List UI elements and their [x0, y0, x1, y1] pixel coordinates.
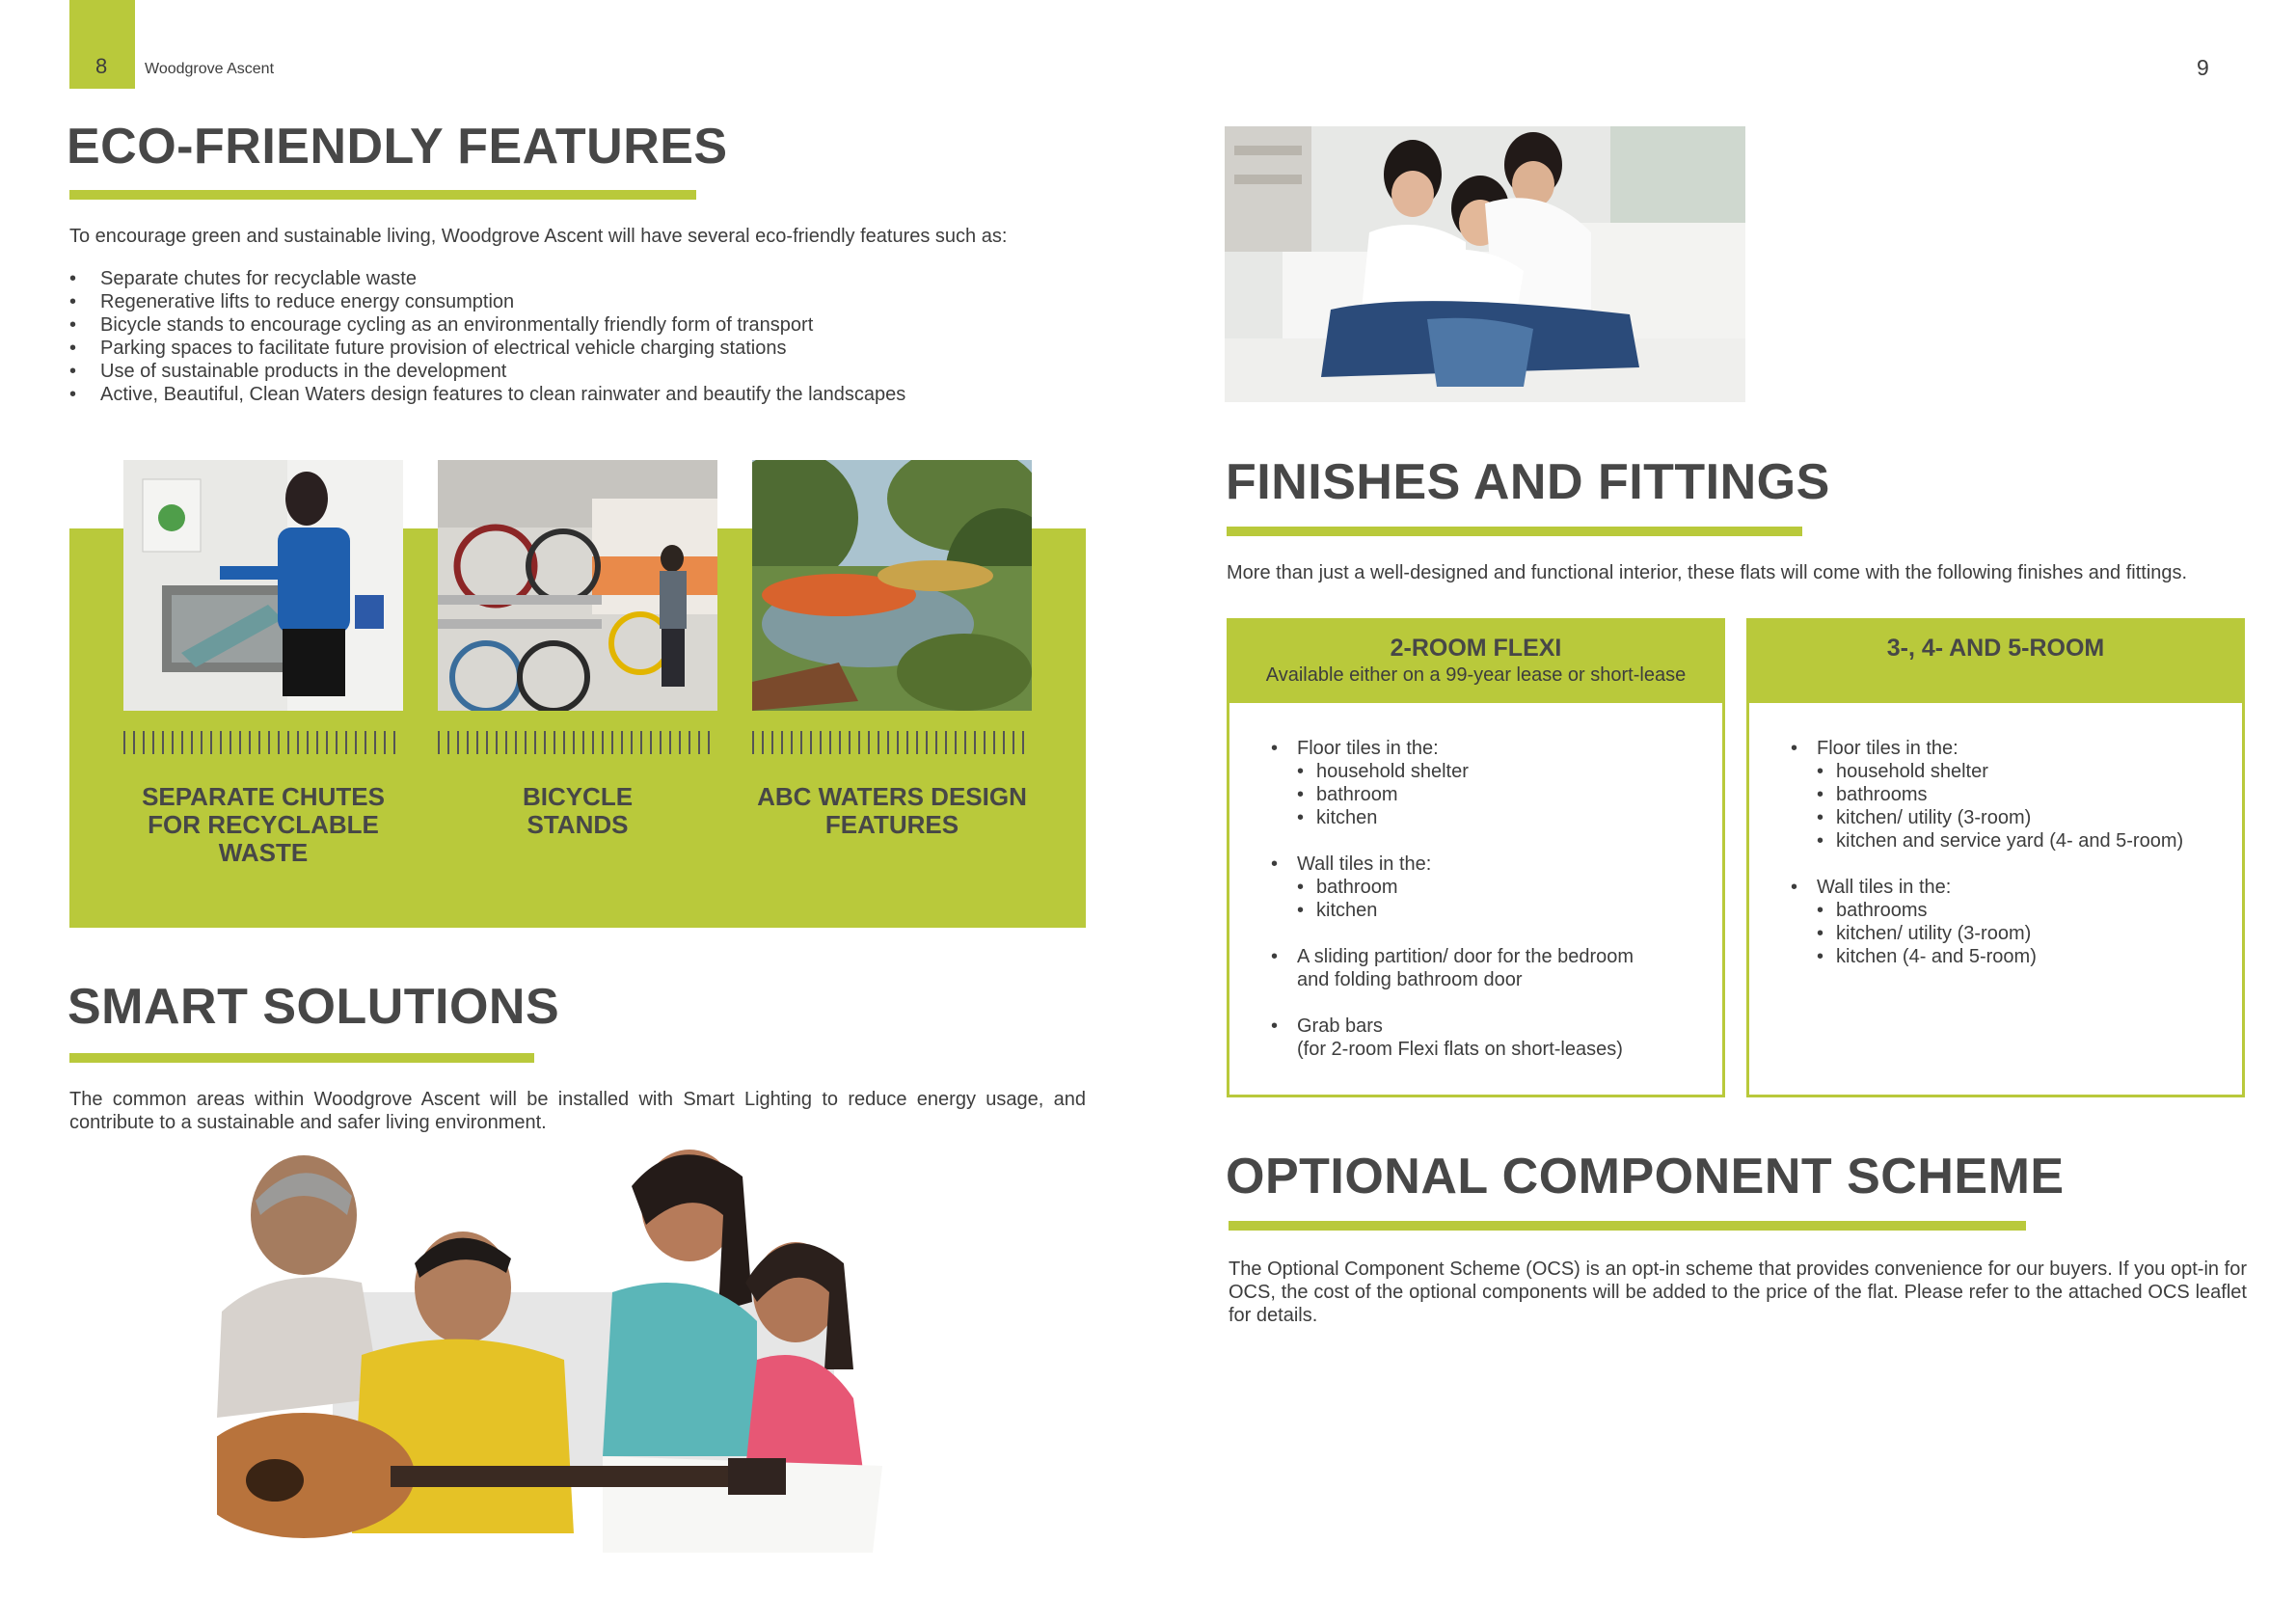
feature-caption-recycling: SEPARATE CHUTES FOR RECYCLABLE WASTE [142, 782, 385, 867]
list-item: • Regenerative lifts to reduce energy consumption [69, 290, 1092, 313]
recycling-chute-photo [123, 460, 403, 711]
feature-caption-bicycle: BICYCLE STANDS [522, 782, 634, 839]
two-room-flexi-box [1227, 618, 1725, 1097]
list-item: • Floor tiles in the: • household shelter • bathrooms • kitchen/ utility (3-room) • kitchen and service yard (4- and 5-room) [1791, 737, 2234, 853]
list-item: • A sliding partition/ door for the bedroom and folding bathroom door [1271, 945, 1705, 991]
list-item: • bathroom [1297, 876, 1705, 899]
right-page-number: 9 [2197, 55, 2209, 80]
tick-divider [123, 731, 403, 754]
list-item: • household shelter [1817, 760, 2234, 783]
list-item: • Active, Beautiful, Clean Waters design features to clean rainwater and beautify the landscapes [69, 383, 1092, 406]
list-item: • Grab bars (for 2-room Flexi flats on short-leases) [1271, 1015, 1705, 1061]
finishes-intro: More than just a well-designed and functional interior, these flats will come with the following finishes and fittings. [1227, 562, 2188, 583]
eco-intro: To encourage green and sustainable living, Woodgrove Ascent will have several eco-friendly features such as: [69, 226, 1008, 247]
ocs-text: The Optional Component Scheme (OCS) is an opt-in scheme that provides convenience for our buyers. If you opt-in for OCS, the cost of the optional components will be added to the price of the flat. Please refer to the attached OCS leaflet for details. [1229, 1259, 2247, 1326]
tick-divider [438, 731, 717, 754]
ocs-title: OPTIONAL COMPONENT SCHEME [1226, 1149, 2065, 1204]
eco-title: ECO-FRIENDLY FEATURES [67, 119, 728, 175]
left-page-number: 8 [95, 54, 108, 78]
two-room-flexi-list [1271, 737, 1705, 1061]
abc-waters-photo [752, 460, 1032, 711]
list-item: • bathrooms [1817, 899, 2234, 922]
three-to-five-room-box [1746, 618, 2245, 1097]
bicycle-stands-photo [438, 460, 717, 711]
family-with-guitar-photo [217, 1148, 931, 1562]
list-item: • Use of sustainable products in the development [69, 360, 1092, 383]
three-to-five-room-list [1791, 737, 2234, 968]
list-item: • household shelter [1297, 760, 1705, 783]
finishes-title-underline [1227, 527, 1802, 536]
list-item: • bathroom [1297, 783, 1705, 806]
eco-title-underline [69, 190, 696, 200]
family-on-sofa-photo [1225, 126, 1745, 402]
three-to-five-room-title: 3-, 4- AND 5-ROOM [1886, 635, 2105, 662]
list-item: • Parking spaces to facilitate future provision of electrical vehicle charging stations [69, 337, 1092, 360]
two-room-flexi-subtitle: Available either on a 99-year lease or short-lease [1265, 664, 1687, 686]
ocs-title-underline [1229, 1221, 2026, 1231]
list-item: • Bicycle stands to encourage cycling as an environmentally friendly form of transport [69, 313, 1092, 337]
two-room-flexi-title: 2-ROOM FLEXI [1390, 635, 1562, 662]
list-item: • Wall tiles in the: • bathrooms • kitchen/ utility (3-room) • kitchen (4- and 5-room) [1791, 876, 2234, 968]
eco-feature-list [69, 267, 1092, 406]
three-to-five-room-header [1749, 621, 2242, 703]
list-item: • Wall tiles in the: • bathroom • kitchen [1271, 853, 1705, 922]
list-item: • kitchen/ utility (3-room) [1817, 806, 2234, 829]
smart-title-underline [69, 1053, 534, 1063]
list-item: • kitchen/ utility (3-room) [1817, 922, 2234, 945]
feature-caption-abc-waters: ABC WATERS DESIGN FEATURES [757, 782, 1027, 839]
smart-text: The common areas within Woodgrove Ascent will be installed with Smart Lighting to reduce energy usage, and contribute to a sustainable and safer living environment. [69, 1089, 1086, 1133]
tick-divider [752, 731, 1032, 754]
list-item: • kitchen [1297, 806, 1705, 829]
list-item: • bathrooms [1817, 783, 2234, 806]
list-item: • kitchen [1297, 899, 1705, 922]
finishes-title: FINISHES AND FITTINGS [1226, 454, 1830, 510]
running-title: Woodgrove Ascent [145, 61, 275, 77]
list-item: • Floor tiles in the: • household shelter • bathroom • kitchen [1271, 737, 1705, 829]
list-item: • kitchen and service yard (4- and 5-room) [1817, 829, 2234, 853]
smart-title: SMART SOLUTIONS [68, 979, 560, 1035]
list-item: • Separate chutes for recyclable waste [69, 267, 1092, 290]
two-room-flexi-header [1229, 621, 1722, 703]
list-item: • kitchen (4- and 5-room) [1817, 945, 2234, 968]
